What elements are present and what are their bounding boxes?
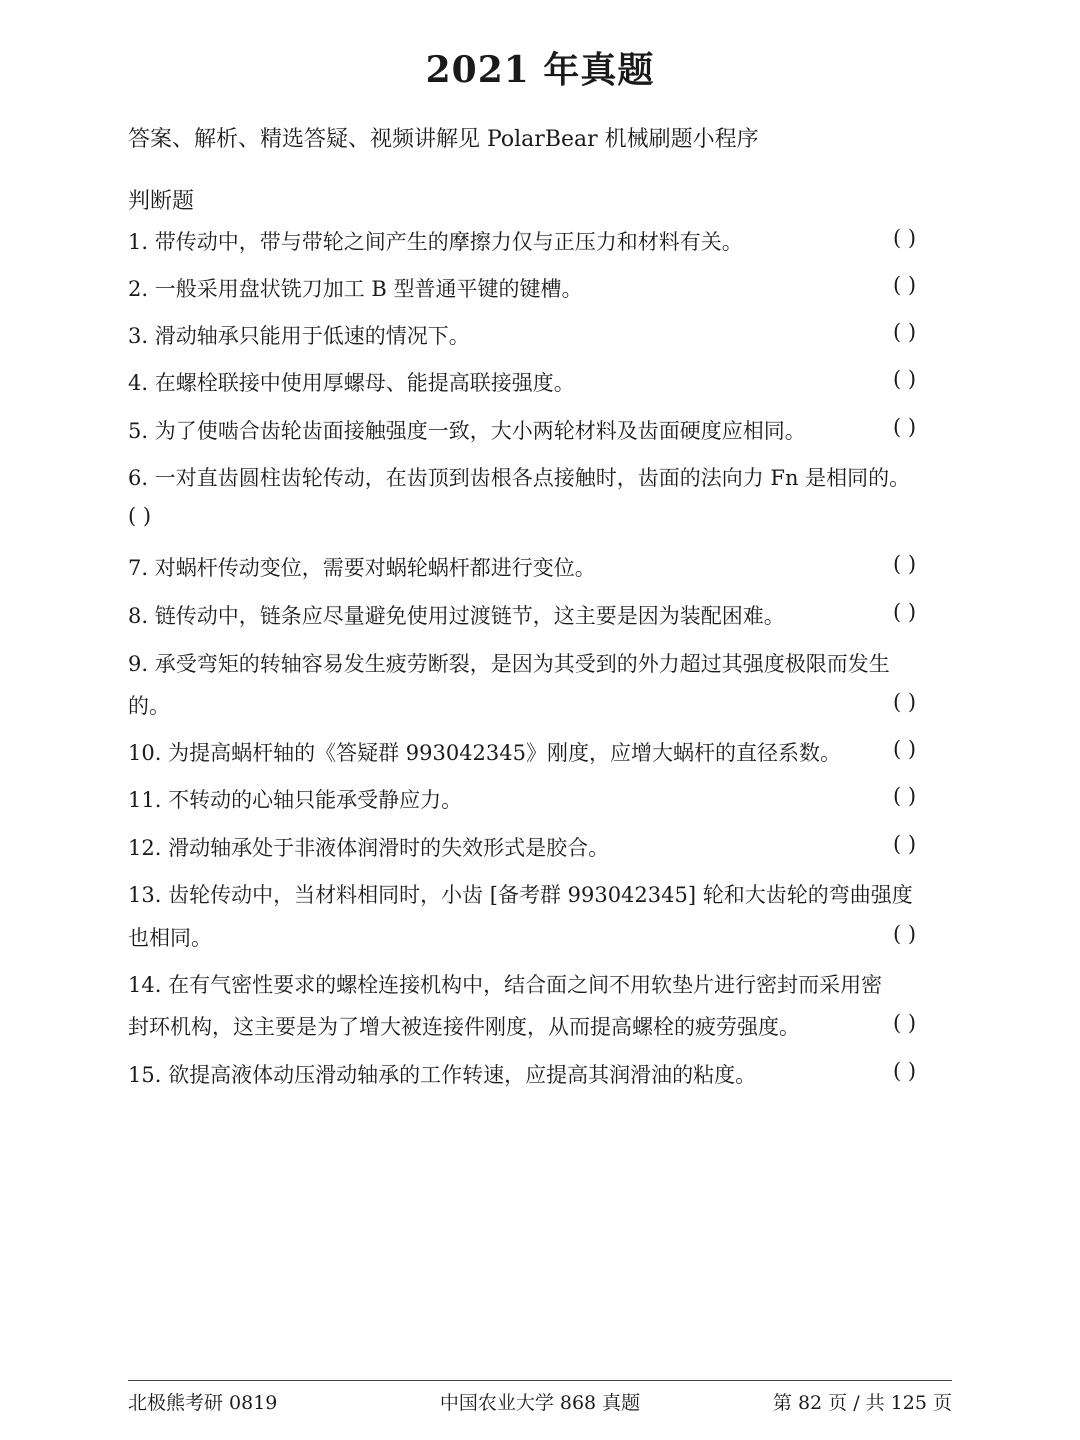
question-line: 12. 滑动轴承处于非液体润滑时的失效形式是胶合。 [128, 836, 610, 860]
answer-parentheses: ( ) [893, 320, 917, 344]
question-line: 15. 欲提高液体动压滑动轴承的工作转速，应提高其润滑油的粘度。 [128, 1063, 757, 1087]
question-line: 11. 不转动的心轴只能承受静应力。 [128, 788, 463, 812]
answer-parentheses: ( ) [893, 273, 917, 297]
footer-left-text: 北极熊考研 0819 [128, 1392, 278, 1414]
answer-parentheses: ( ) [893, 1011, 917, 1035]
page-number: 第 82 页 / 共 125 页 [772, 1392, 952, 1414]
answer-parentheses: ( ) [893, 832, 917, 856]
footer-center-text: 中国农业大学 868 真题 [439, 1392, 641, 1414]
question-line: 10. 为提高蜗杆轴的《答疑群 993042345》刚度，应增大蜗杆的直径系数。 [128, 741, 841, 765]
answer-parentheses: ( ) [893, 600, 917, 624]
question-line: 6. 一对直齿圆柱齿轮传动，在齿顶到齿根各点接触时，齿面的法向力 Fn 是相同的。 [128, 466, 911, 490]
question-line: 9. 承受弯矩的转轴容易发生疲劳断裂，是因为其受到的外力超过其强度极限而发生 [128, 652, 890, 676]
question-line: 的。 [128, 694, 170, 718]
answer-parentheses: ( ) [893, 552, 917, 576]
answer-parentheses: ( ) [893, 784, 917, 808]
answer-parentheses: ( ) [893, 367, 917, 391]
question-line: ( ) [128, 504, 152, 528]
page-title: 2021 年真题 [425, 49, 655, 91]
footer-divider [128, 1380, 952, 1381]
answer-parentheses: ( ) [893, 415, 917, 439]
question-line: 7. 对蜗杆传动变位，需要对蜗轮蜗杆都进行变位。 [128, 556, 596, 580]
question-line: 封环机构，这主要是为了增大被连接件刚度，从而提高螺栓的疲劳强度。 [128, 1015, 800, 1039]
question-line: 1. 带传动中，带与带轮之间产生的摩擦力仅与正压力和材料有关。 [128, 230, 743, 254]
answer-parentheses: ( ) [893, 226, 917, 250]
question-line: 13. 齿轮传动中，当材料相同时，小齿 [备考群 993042345] 轮和大齿轮的弯曲强度 [128, 883, 913, 907]
answer-parentheses: ( ) [893, 1059, 917, 1083]
subtitle: 答案、解析、精选答疑、视频讲解见 PolarBear 机械刷题小程序 [128, 127, 759, 152]
question-line: 14. 在有气密性要求的螺栓连接机构中，结合面之间不用软垫片进行密封而采用密 [128, 973, 883, 997]
answer-parentheses: ( ) [893, 922, 917, 946]
question-line: 也相同。 [128, 926, 212, 950]
answer-parentheses: ( ) [893, 737, 917, 761]
answer-parentheses: ( ) [893, 690, 917, 714]
section-heading: 判断题 [128, 189, 195, 214]
question-line: 3. 滑动轴承只能用于低速的情况下。 [128, 324, 470, 348]
question-line: 2. 一般采用盘状铣刀加工 B 型普通平键的键槽。 [128, 277, 583, 301]
question-line: 5. 为了使啮合齿轮齿面接触强度一致，大小两轮材料及齿面硬度应相同。 [128, 419, 806, 443]
question-line: 4. 在螺栓联接中使用厚螺母、能提高联接强度。 [128, 371, 575, 395]
question-line: 8. 链传动中，链条应尽量避免使用过渡链节，这主要是因为装配困难。 [128, 604, 785, 628]
